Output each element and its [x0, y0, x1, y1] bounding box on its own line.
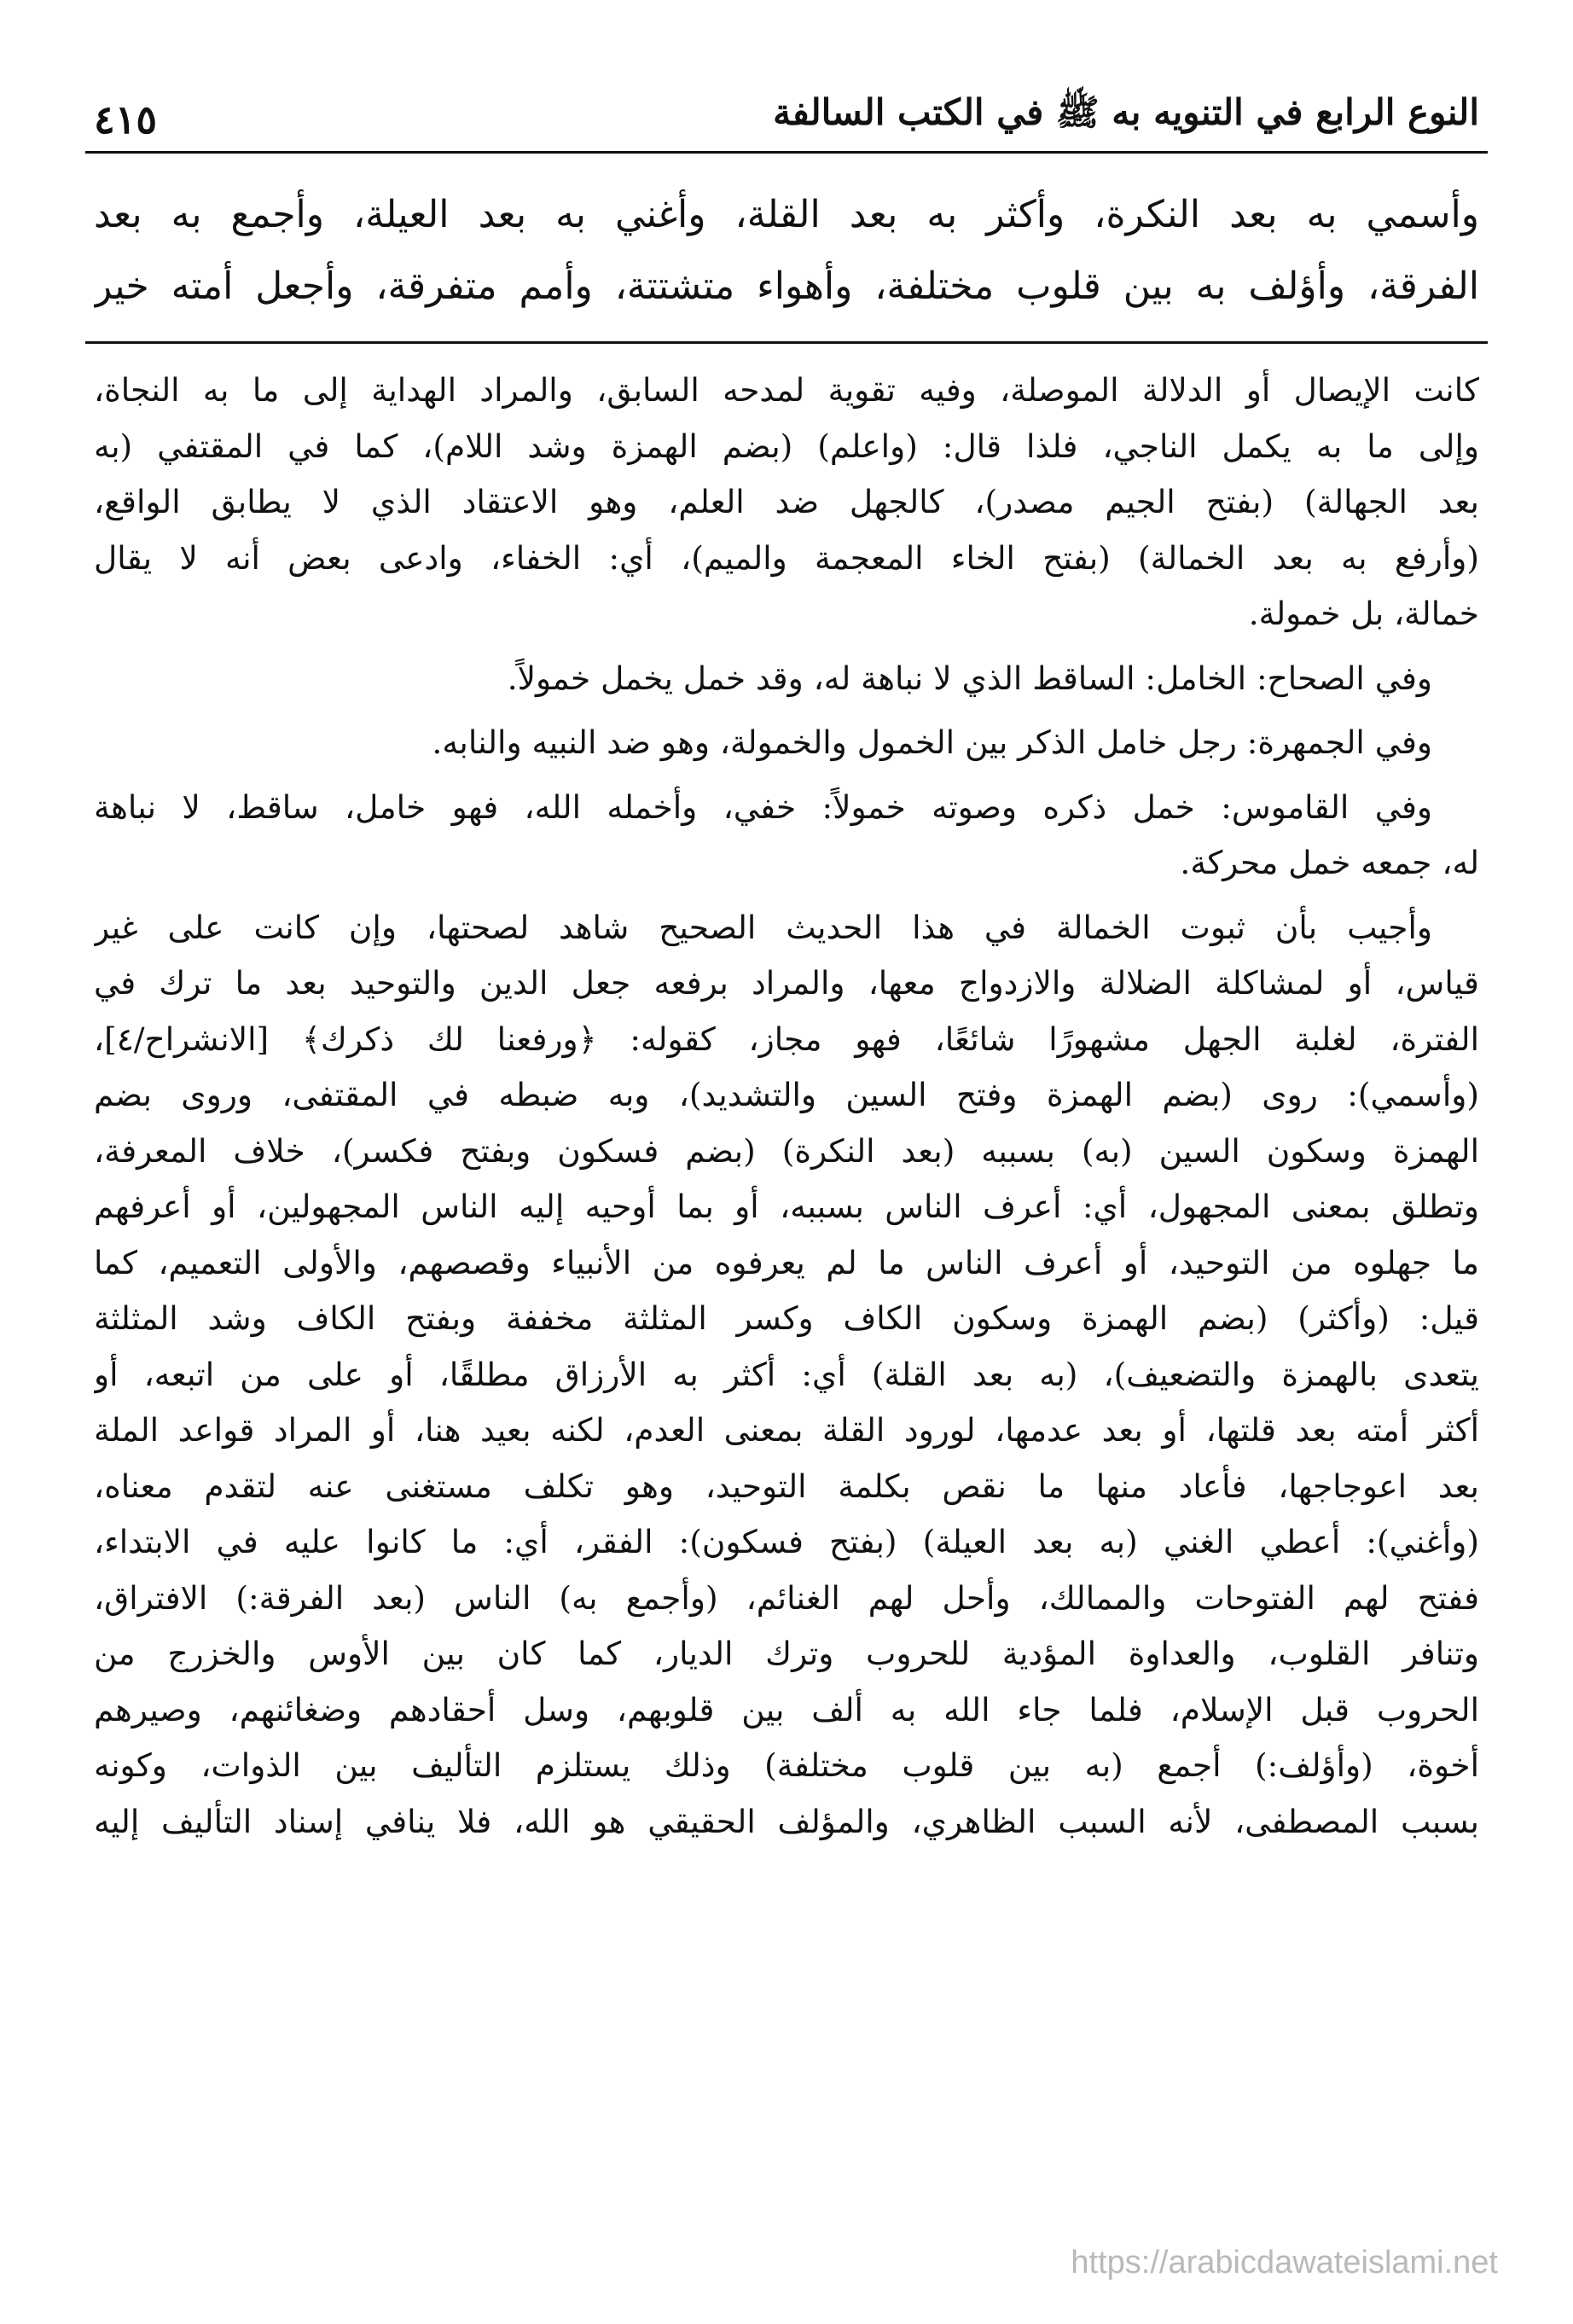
commentary-paragraph	[94, 715, 1479, 771]
commentary-line: ما جهلوه من التوحيد، أو أعرف الناس ما لم يعرفوه من الأنبياء وقصصهم، والأولى التعميم، كما	[94, 1243, 1479, 1281]
commentary-paragraph	[94, 900, 1479, 1850]
commentary-line: خمالة، بل خمولة.	[1248, 595, 1479, 632]
commentary-line: بعد اعوجاجها، فأعاد منها ما نقص بكلمة التوحيد، وهو تكلف مستغنى عنه لتقدم معناه،	[94, 1467, 1479, 1505]
commentary-line: بسبب المصطفى، لأنه السبب الظاهري، والمؤلف الحقيقي هو الله، فلا ينافي إسناد التأليف إليه	[94, 1802, 1479, 1840]
commentary-line: وتطلق بمعنى المجهول، أي: أعرف الناس بسببه، أو بما أوحيه إليه الناس المجهولين، أو أعرفهم	[94, 1188, 1479, 1225]
commentary-line: أكثر أمته بعد قلتها، أو بعد عدمها، لورود القلة بمعنى العدم، لكنه بعيد هنا، أو المراد قواعد الملة	[94, 1411, 1479, 1449]
commentary-line: أخوة، (وأؤلف:) أجمع (به بين قلوب مختلفة) وذلك يستلزم التأليف بين الذوات، وكونه	[94, 1746, 1479, 1784]
commentary-line: له، جمعه خمل محركة.	[1180, 844, 1479, 881]
commentary-line: ففتح لهم الفتوحات والممالك، وأحل لهم الغنائم، (وأجمع به) الناس (بعد الفرقة:) الافتراق،	[94, 1578, 1479, 1617]
commentary-line: وإلى ما به يكمل الناجي، فلذا قال: (واعلم) (بضم الهمزة وشد اللام)، كما في المقتفي (به	[94, 427, 1479, 465]
commentary-line: الفترة، لغلبة الجهل مشهورًا شائعًا، فهو مجاز، كقوله: ﴿ورفعنا لك ذكرك﴾ [الانشراح/٤]،	[94, 1020, 1479, 1058]
section-divider	[85, 341, 1488, 344]
watermark-url: https://arabicdawateislami.net	[1071, 2245, 1498, 2280]
commentary-line: وأجيب بأن ثبوت الخمالة في هذا الحديث الصحيح شاهد لصحتها، وإن كانت على غير	[94, 908, 1432, 946]
commentary-line: وتنافر القلوب، والعداوة المؤدية للحروب وترك الديار، كما كان بين الأوس والخزرج من	[94, 1635, 1479, 1672]
chapter-title: النوع الرابع في التنويه به ﷺ في الكتب السالفة	[773, 91, 1479, 133]
commentary-line: وفي القاموس: خمل ذكره وصوته خمولاً: خفي، وأخمله الله، فهو خامل، ساقط، لا نباهة	[94, 787, 1432, 826]
commentary-line: وفي الجمهرة: رجل خامل الذكر بين الخمول والخمولة، وهو ضد النبيه والنابه.	[432, 723, 1432, 761]
commentary-paragraph	[94, 651, 1479, 707]
commentary-line: الهمزة وسكون السين (به) بسببه (بعد النكرة) (بضم فسكون وبفتح فكسر)، خلاف المعرفة،	[94, 1131, 1479, 1170]
main-text-line: الفرقة، وأؤلف به بين قلوب مختلفة، وأهواء متشتتة، وأمم متفرقة، وأجعل أمته خير	[94, 264, 1479, 308]
running-header	[85, 81, 1488, 154]
main-text-line: وأسمي به بعد النكرة، وأكثر به بعد القلة، وأغني به بعد العيلة، وأجمع به بعد	[94, 193, 1479, 236]
commentary-paragraph	[94, 780, 1479, 892]
commentary	[85, 363, 1488, 1850]
page-number: ٤١٥	[94, 96, 158, 142]
commentary-line: يتعدى بالهمزة والتضعيف)، (به بعد القلة) أي: أكثر به الأرزاق مطلقًا، أو على من اتبعه، أو	[94, 1355, 1479, 1393]
commentary-line: كانت الإيصال أو الدلالة الموصلة، وفيه تقوية لمدحه السابق، والمراد الهداية إلى ما به النجاة،	[94, 371, 1479, 409]
commentary-line: قيل: (وأكثر) (بضم الهمزة وسكون الكاف وكسر المثلثة مخففة وبفتح الكاف وشد المثلثة	[94, 1299, 1479, 1337]
commentary-line: بعد الجهالة) (بفتح الجيم مصدر)، كالجهل ضد العلم، وهو الاعتقاد الذي لا يطابق الواقع،	[94, 483, 1479, 520]
commentary-line: قياس، أو لمشاكلة الضلالة والازدواج معها، والمراد برفعه جعل الدين والتوحيد بعد ما ترك في	[94, 964, 1479, 1002]
commentary-line: (وأغني): أعطي الغني (به بعد العيلة) (بفتح فسكون): الفقر، أي: ما كانوا عليه في الابتداء،	[94, 1523, 1479, 1560]
commentary-line: (وأرفع به بعد الخمالة) (بفتح الخاء المعجمة والميم)، أي: الخفاء، وادعى بعض أنه لا يقال	[94, 538, 1479, 577]
commentary-line: الحروب قبل الإسلام، فلما جاء الله به ألف بين قلوبهم، وسل أحقادهم وضغائنهم، وصيرهم	[94, 1690, 1479, 1728]
main-text	[85, 179, 1488, 322]
commentary-paragraph	[94, 363, 1479, 642]
commentary-line: وفي الصحاح: الخامل: الساقط الذي لا نباهة له، وقد خمل يخمل خمولاً.	[507, 659, 1432, 697]
commentary-line: (وأسمي): روى (بضم الهمزة وفتح السين والتشديد)، وبه ضبطه في المقتفى، وروى بضم	[94, 1076, 1479, 1113]
